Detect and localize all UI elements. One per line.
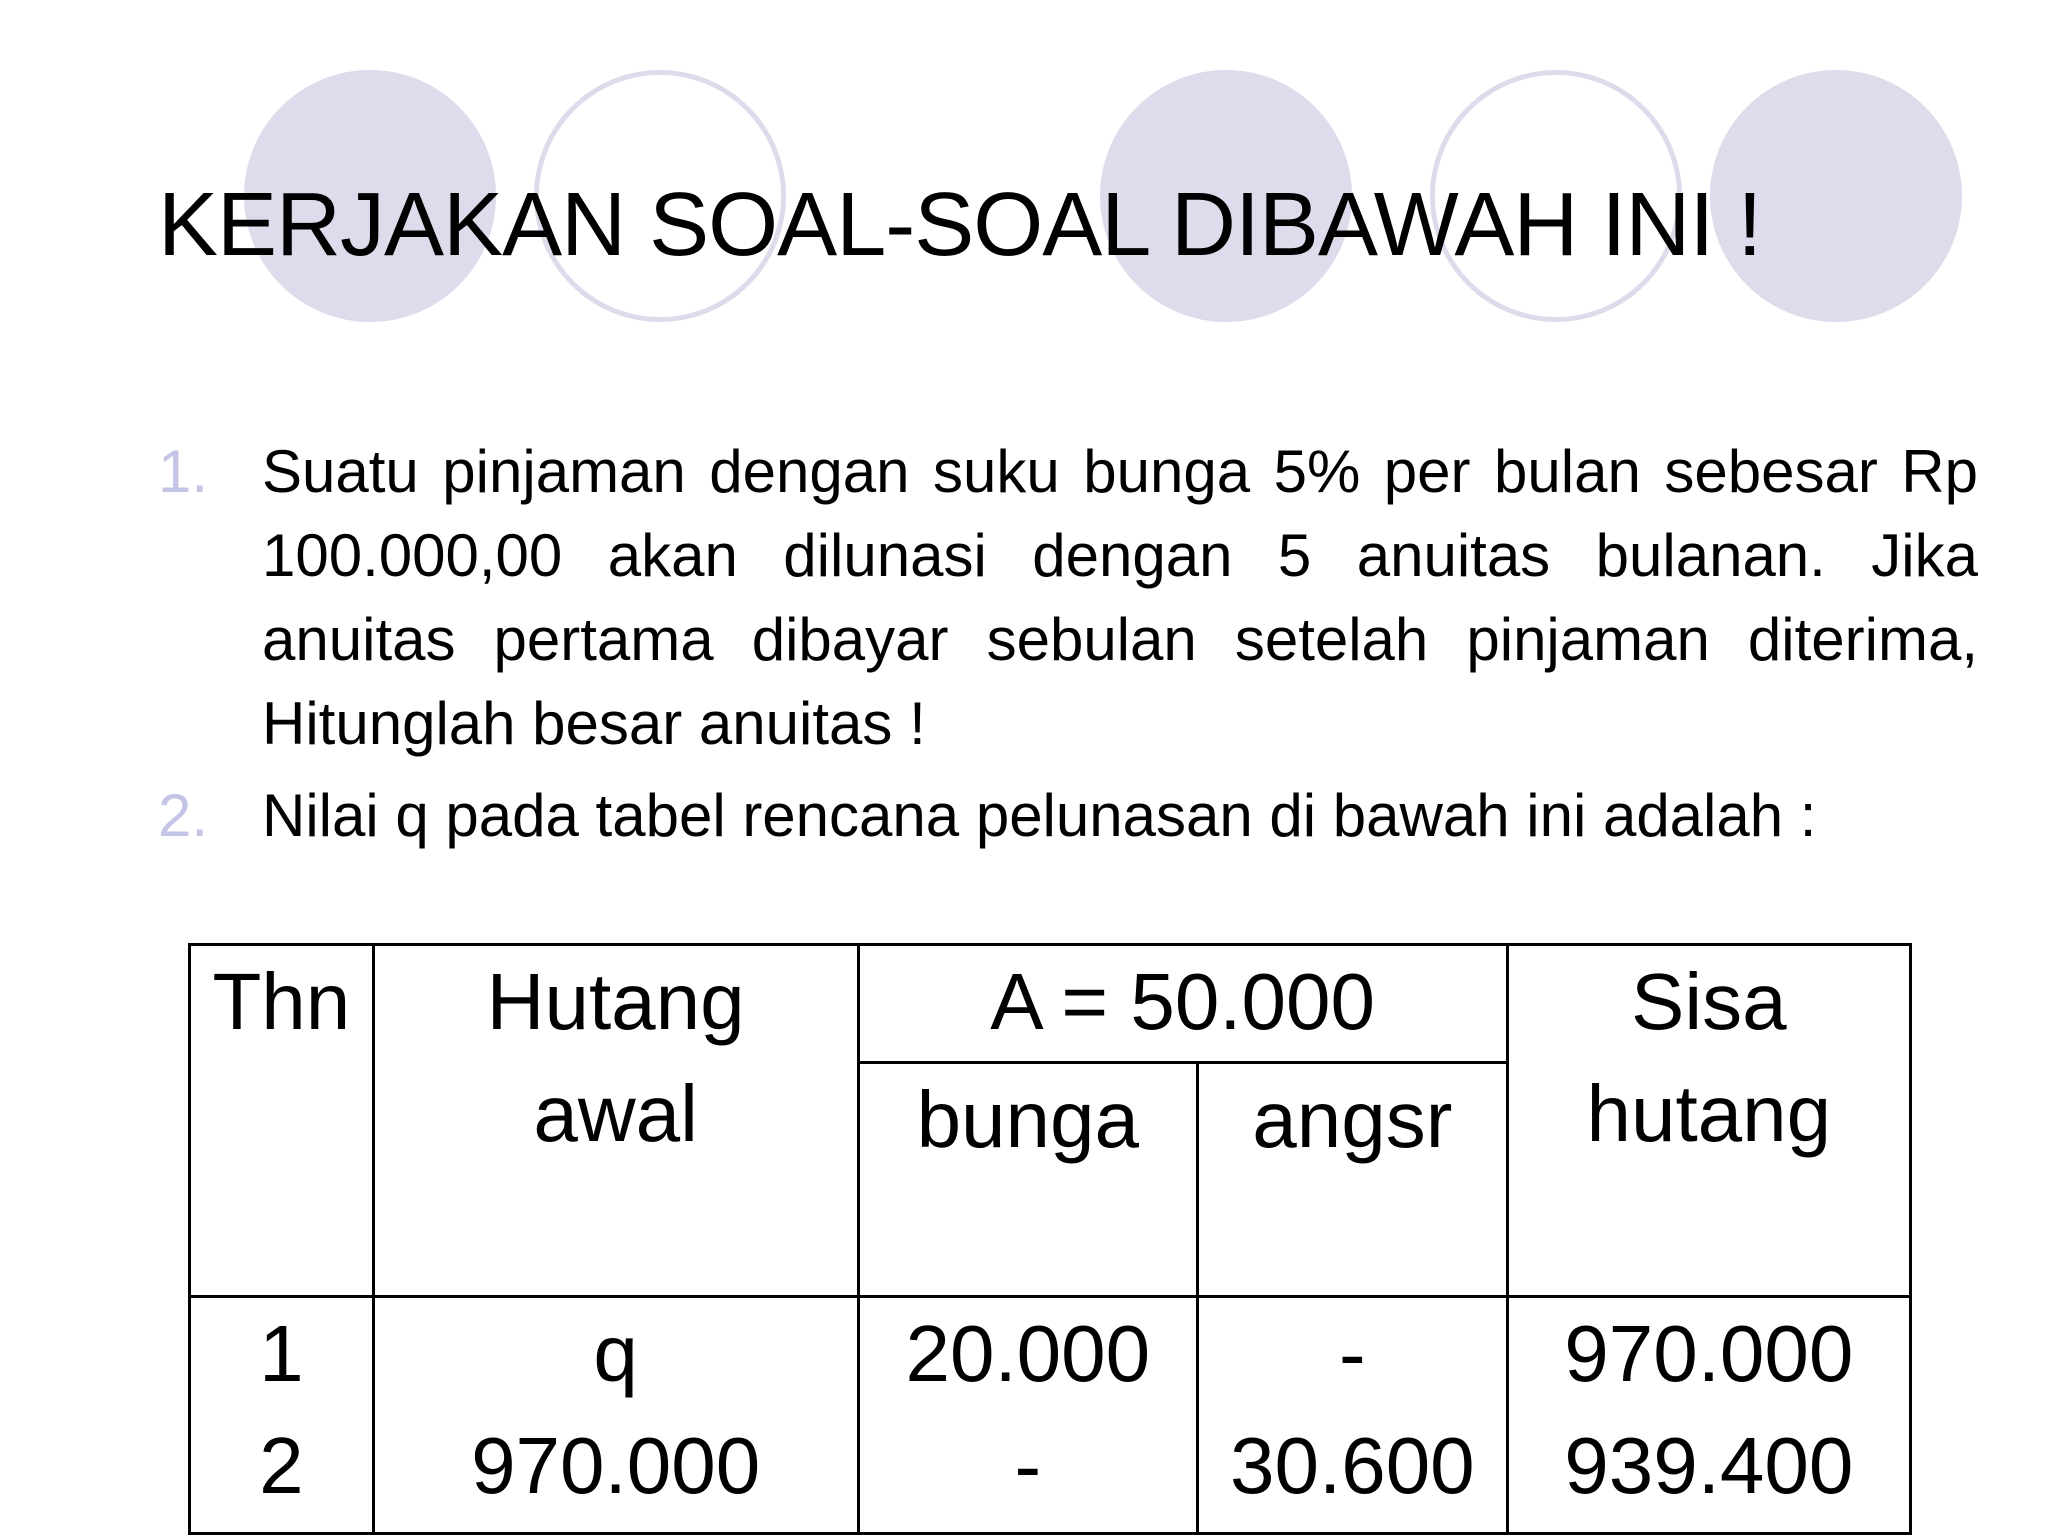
- header-thn: Thn: [190, 945, 374, 1297]
- cell-thn: 1 2: [190, 1297, 374, 1534]
- question-1-text: Suatu pinjaman dengan suku bunga 5% per bulan sebesar Rp 100.000,00 akan dilunasi dengan 5 anuitas bulanan. Jika anuitas pertama dibayar sebulan setelah pinjaman diterima, Hitunglah besar anuitas !: [262, 438, 1978, 757]
- question-2-text: Nilai q pada tabel rencana pelunasan di bawah ini adalah :: [262, 782, 1817, 849]
- repayment-table: [188, 943, 1912, 1535]
- cell-sisa-hutang: 970.000 939.400: [1507, 1297, 1910, 1534]
- slide-title: KERJAKAN SOAL-SOAL DIBAWAH INI !: [158, 175, 1762, 275]
- cell-angsuran: - 30.600: [1198, 1297, 1508, 1534]
- header-sisa-hutang: Sisa hutang: [1507, 945, 1910, 1297]
- table-row: [190, 1297, 1911, 1534]
- cell-bunga: 20.000 -: [858, 1297, 1197, 1534]
- header-bunga: bunga: [858, 1063, 1197, 1297]
- question-list: [158, 430, 1978, 858]
- header-angsuran: angsr: [1198, 1063, 1508, 1297]
- table-header-row: [190, 945, 1911, 1063]
- header-hutang-awal: Hutang awal: [373, 945, 858, 1297]
- cell-hutang-awal: q 970.000: [373, 1297, 858, 1534]
- question-2-number: 2.: [158, 782, 209, 849]
- header-anuitas: A = 50.000: [858, 945, 1507, 1063]
- question-1-number: 1.: [158, 438, 209, 505]
- question-1: [158, 430, 1978, 766]
- question-2: [158, 774, 1978, 858]
